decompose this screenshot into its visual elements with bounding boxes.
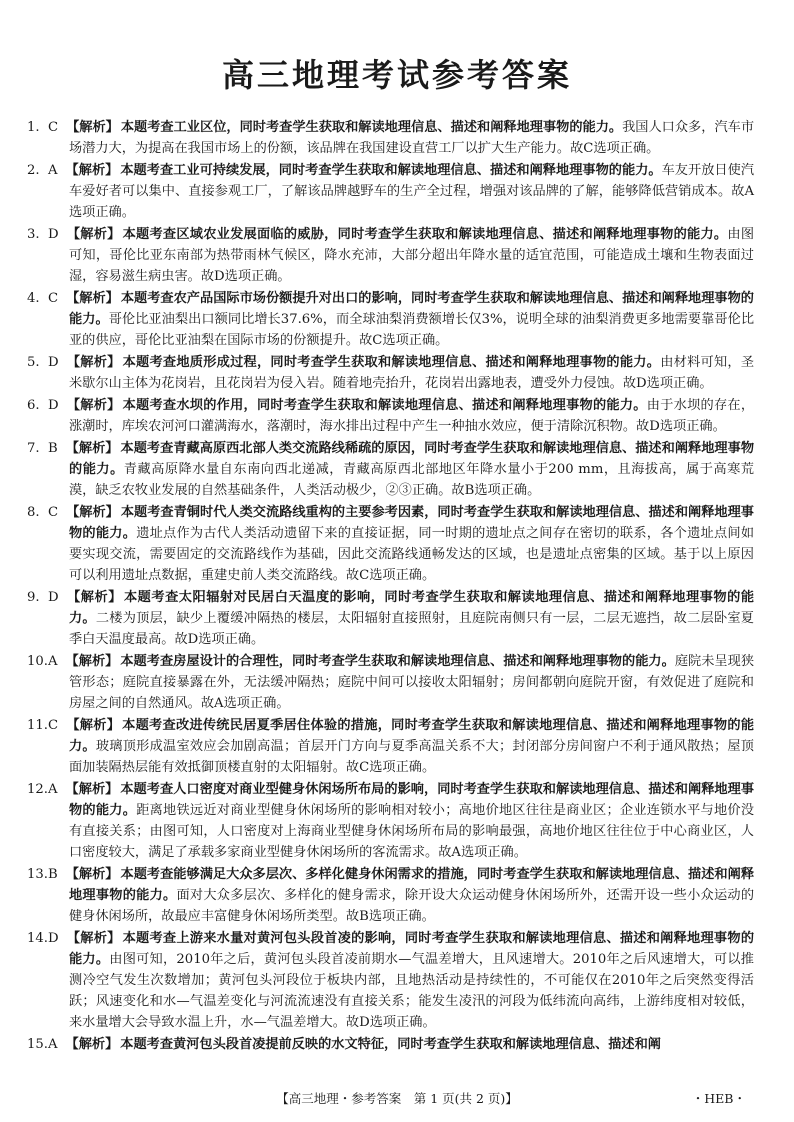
answer-choice: C	[48, 291, 59, 306]
analysis-lead: 本题考查能够满足大众多层次、多样化健身休闲需求的措施，同时考查学生获取和解读地理信息、描述和阐释地理事物的能力。	[69, 867, 755, 903]
analysis-tag: 【解析】	[66, 227, 121, 242]
answer-choice: D	[48, 931, 59, 946]
analysis-body: 我国人口众多，汽车市场潜力大，为提高在我国市场上的份额，该品牌在我国建设直营工厂以扩大生产能力。故C选项正确。	[69, 120, 755, 156]
analysis-lead: 本题考查水坝的作用，同时考查学生获取和解读地理信息、描述和阐释地理事物的能力。	[122, 398, 647, 413]
answer-item: 13.B 【解析】 本题考查能够满足大众多层次、多样化健身休闲需求的措施，同时考查学生获取和解读地理信息、描述和阐释地理事物的能力。面对大众多层次、多样化的健身需求，除开设大众运动健身休闲场所外，还需开设一些小众运动的健身休闲场所，故最应丰富健身休闲场所类型。故B选项正确。	[27, 867, 755, 924]
analysis-tag: 【解析】	[66, 355, 121, 370]
answer-choice: A	[48, 1037, 58, 1052]
analysis-lead: 本题考查地质形成过程，同时考查学生获取和解读地理信息、描述和阐释地理事物的能力。	[122, 355, 661, 370]
analysis-body: 车友开放日使汽车爱好者可以集中、直接参观工厂，了解该品牌越野车的生产全过程，增强对该品牌的了解，能够降低营销成本。故A选项正确。	[69, 163, 755, 220]
answer-item: 3. D 【解析】 本题考查区域农业发展面临的威胁，同时考查学生获取和解读地理信息、描述和阐释地理事物的能力。由图可知，哥伦比亚东南部为热带雨林气候区，降水充沛，大部分超出年降水量的适宜范围，可能造成土壤和生物表面过湿，容易滋生病虫害。故D选项正确。	[27, 227, 755, 284]
answer-choice: B	[48, 867, 58, 882]
analysis-body: 由图可知，哥伦比亚东南部为热带雨林气候区，降水充沛，大部分超出年降水量的适宜范围，可能造成土壤和生物表面过湿，容易滋生病虫害。故D选项正确。	[69, 227, 755, 284]
answer-item: 9. D 【解析】 本题考查太阳辐射对民居白天温度的影响，同时考查学生获取和解读地理信息、描述和阐释地理事物的能力。二楼为顶层，缺少上覆缓冲隔热的楼层，太阳辐射直接照射，且庭院南侧只有一层，二层无遮挡，故二层卧室夏季白天温度最高。故D选项正确。	[27, 590, 755, 647]
answer-choice: D	[48, 227, 59, 242]
analysis-body: 面对大众多层次、多样化的健身需求，除开设大众运动健身休闲场所外，还需开设一些小众运动的健身休闲场所，故最应丰富健身休闲场所类型。故B选项正确。	[69, 888, 755, 924]
analysis-tag: 【解析】	[65, 163, 119, 178]
analysis-body: 距离地铁远近对商业型健身休闲场所的影响相对较小；高地价地区往往是商业区；企业连锁水平与地价没有直接关系；由图可知，人口密度对上海商业型健身休闲场所布局的影响最强，高地价地区往往位于中心商业区，人口密度较大，满足了承载多家商业型健身休闲场所的客流需求。故A选项正确。	[69, 803, 755, 860]
analysis-body: 遗址点作为古代人类活动遗留下来的直接证据，同一时期的遗址点之间存在密切的联系，各个遗址点间如要实现交流，需要固定的交流路线作为基础，因此交流路线通畅发达的区域，也是遗址点密集的区域。基于以上原因可以利用遗址点数据，重建史前人类交流路线。故C选项正确。	[69, 526, 755, 583]
analysis-tag: 【解析】	[66, 291, 119, 306]
answer-item: 10.A 【解析】 本题考查房屋设计的合理性，同时考查学生获取和解读地理信息、描述和阐释地理事物的能力。庭院未呈现狭管形态；庭院直接暴露在外，无法缓冲隔热；庭院中间可以接收太阳辐射；房间都朝向庭院开窗，有效促进了庭院和房屋之间的自然通风。故A选项正确。	[27, 654, 755, 711]
analysis-tag: 【解析】	[66, 505, 119, 520]
analysis-lead: 本题考查人口密度对商业型健身休闲场所布局的影响，同时考查学生获取和解读地理信息、描述和阐释地理事物的能力。	[69, 782, 755, 818]
answer-item: 6. D 【解析】 本题考查水坝的作用，同时考查学生获取和解读地理信息、描述和阐释地理事物的能力。由于水坝的存在，涨潮时，库埃农河河口灌满海水，落潮时，海水排出过程中产生一种抽水效应，便于清除沉积物。故D选项正确。	[27, 398, 755, 434]
footer-code: ・HEB・	[691, 1091, 746, 1106]
answer-item: 12.A 【解析】 本题考查人口密度对商业型健身休闲场所布局的影响，同时考查学生获取和解读地理信息、描述和阐释地理事物的能力。距离地铁远近对商业型健身休闲场所的影响相对较小；高地价地区往往是商业区；企业连锁水平与地价没有直接关系；由图可知，人口密度对上海商业型健身休闲场所布局的影响最强，高地价地区往往位于中心商业区，人口密度较大，满足了承载多家商业型健身休闲场所的客流需求。故A选项正确。	[27, 782, 755, 860]
answer-choice: D	[48, 590, 59, 605]
answer-choice: B	[48, 441, 58, 456]
analysis-body: 玻璃顶形成温室效应会加剧高温；首层开门方向与夏季高温关系不大；封闭部分房间窗户不利于通风散热；屋顶面加装隔热层能有效抵御顶楼直射的太阳辐射。故C选项正确。	[69, 739, 754, 775]
analysis-tag: 【解析】	[66, 398, 121, 413]
answer-item: 11.C 【解析】 本题考查改进传统民居夏季居住体验的措施，同时考查学生获取和解读地理信息、描述和阐释地理事物的能力。玻璃顶形成温室效应会加剧高温；首层开门方向与夏季高温关系不大；封闭部分房间窗户不利于通风散热；屋顶面加装隔热层能有效抵御顶楼直射的太阳辐射。故C选项正确。	[27, 718, 755, 775]
answer-choice: A	[48, 782, 58, 797]
answer-choice: D	[48, 355, 59, 370]
analysis-lead: 本题考查房屋设计的合理性，同时考查学生获取和解读地理信息、描述和阐释地理事物的能力。	[120, 654, 675, 669]
analysis-lead: 本题考查区域农业发展面临的威胁，同时考查学生获取和解读地理信息、描述和阐释地理事物的能力。	[122, 227, 728, 242]
answer-choice: D	[48, 398, 59, 413]
analysis-body: 由材料可知，圣米歇尔山主体为花岗岩，且花岗岩为侵入岩。随着地壳抬升，花岗岩出露地表，遭受外力侵蚀。故D选项正确。	[69, 355, 755, 391]
answer-item: 8. C 【解析】 本题考查青铜时代人类交流路线重构的主要参考因素，同时考查学生获取和解读地理信息、描述和阐释地理事物的能力。遗址点作为古代人类活动遗留下来的直接证据，同一时期的遗址点之间存在密切的联系，各个遗址点间如要实现交流，需要固定的交流路线作为基础，因此交流路线通畅发达的区域，也是遗址点密集的区域。基于以上原因可以利用遗址点数据，重建史前人类交流路线。故C选项正确。	[27, 505, 755, 583]
answer-item: 1. C 【解析】 本题考查工业区位，同时考查学生获取和解读地理信息、描述和阐释地理事物的能力。我国人口众多，汽车市场潜力大，为提高在我国市场上的份额，该品牌在我国建设直营工厂以扩大生产能力。故C选项正确。	[27, 120, 755, 156]
answer-item: 7. B 【解析】 本题考查青藏高原西北部人类交流路线稀疏的原因，同时考查学生获取和解读地理信息、描述和阐释地理事物的能力。青藏高原降水量自东南向西北递减，青藏高原西北部地区年降水量小于200 mm，且海拔高，属于高寒荒漠，缺乏农牧业发展的自然基础条件，人类活动极少，②③正确。故B选项正确。	[27, 441, 755, 498]
analysis-lead: 本题考查青藏高原西北部人类交流路线稀疏的原因，同时考查学生获取和解读地理信息、描述和阐释地理事物的能力。	[69, 441, 755, 477]
analysis-tag: 【解析】	[65, 654, 119, 669]
answer-choice: C	[48, 718, 59, 733]
page-footer	[0, 1089, 794, 1109]
analysis-body: 庭院未呈现狭管形态；庭院直接暴露在外，无法缓冲隔热；庭院中间可以接收太阳辐射；房间都朝向庭院开窗，有效促进了庭院和房屋之间的自然通风。故A选项正确。	[69, 654, 755, 711]
page-title: 高三地理考试参考答案	[221, 56, 572, 94]
answer-item: 4. C 【解析】 本题考查农产品国际市场份额提升对出口的影响，同时考查学生获取和解读地理信息、描述和阐释地理事物的能力。哥伦比亚油梨出口额同比增长37.6%，而全球油梨消费额增长仅3%，说明全球的油梨消费更多地需要靠哥伦比亚的供应，哥伦比亚油梨在国际市场的份额提升。故C选项正确。	[27, 291, 755, 348]
answer-list	[27, 117, 755, 1056]
analysis-tag: 【解析】	[66, 718, 121, 733]
analysis-lead: 本题考查工业可持续发展，同时考查学生获取和解读地理信息、描述和阐释地理事物的能力。	[120, 163, 662, 178]
analysis-lead: 本题考查工业区位，同时考查学生获取和解读地理信息、描述和阐释地理事物的能力。	[120, 120, 623, 135]
analysis-lead: 本题考查农产品国际市场份额提升对出口的影响，同时考查学生获取和解读地理信息、描述和阐释地理事物的能力。	[69, 291, 754, 327]
analysis-body: 哥伦比亚油梨出口额同比增长37.6%，而全球油梨消费额增长仅3%，说明全球的油梨消费更多地需要靠哥伦比亚的供应，哥伦比亚油梨在国际市场的份额提升。故C选项正确。	[69, 312, 755, 348]
analysis-body: 青藏高原降水量自东南向西北递减，青藏高原西北部地区年降水量小于200 mm，且海拔高，属于高寒荒漠，缺乏农牧业发展的自然基础条件，人类活动极少，②③正确。故B选项正确。	[69, 462, 754, 498]
analysis-lead: 本题考查太阳辐射对民居白天温度的影响，同时考查学生获取和解读地理信息、描述和阐释地理事物的能力。	[69, 590, 755, 626]
analysis-body: 由于水坝的存在，涨潮时，库埃农河河口灌满海水，落潮时，海水排出过程中产生一种抽水效应，便于清除沉积物。故D选项正确。	[69, 398, 755, 434]
analysis-tag: 【解析】	[65, 1037, 119, 1052]
answer-choice: A	[48, 163, 58, 178]
analysis-body: 二楼为顶层，缺少上覆缓冲隔热的楼层，太阳辐射直接照射，且庭院南侧只有一层，二层无遮挡，故二层卧室夏季白天温度最高。故D选项正确。	[69, 611, 754, 647]
analysis-tag: 【解析】	[66, 590, 122, 605]
analysis-lead: 本题考查青铜时代人类交流路线重构的主要参考因素，同时考查学生获取和解读地理信息、描述和阐释地理事物的能力。	[69, 505, 754, 541]
analysis-tag: 【解析】	[65, 782, 119, 797]
analysis-body: 由图可知，2010年之后，黄河包头段首凌前期水—气温差增大，且风速增大。2010年之后风速增大，可以推测冷空气发生次数增加；黄河包头河段位于板块内部，且地热活动是持续性的，不可能仅在2010年之后突然变得活跃；风速变化和水—气温差变化与河流流速没有直接关系；能发生凌汛的河段为低纬流向高纬，上游纬度相对较低，来水量增大会导致水温上升，水—气温差增大。故D选项正确。	[69, 952, 754, 1030]
footer-page-info: 【高三地理・参考答案 第 1 页(共 2 页)】	[276, 1091, 518, 1106]
analysis-lead: 本题考查黄河包头段首凌提前反映的水文特征，同时考查学生获取和解读地理信息、描述和阐	[120, 1037, 661, 1052]
analysis-lead: 本题考查改进传统民居夏季居住体验的措施，同时考查学生获取和解读地理信息、描述和阐释地理事物的能力。	[69, 718, 755, 754]
answer-choice: C	[48, 120, 59, 135]
analysis-tag: 【解析】	[66, 931, 121, 946]
answer-item: 2. A 【解析】 本题考查工业可持续发展，同时考查学生获取和解读地理信息、描述和阐释地理事物的能力。车友开放日使汽车爱好者可以集中、直接参观工厂，了解该品牌越野车的生产全过程，增强对该品牌的了解，能够降低营销成本。故A选项正确。	[27, 163, 755, 220]
answer-item: 15.A 【解析】 本题考查黄河包头段首凌提前反映的水文特征，同时考查学生获取和解读地理信息、描述和阐	[27, 1037, 661, 1052]
analysis-tag: 【解析】	[65, 867, 119, 882]
answer-choice: A	[48, 654, 58, 669]
answer-choice: C	[48, 505, 59, 520]
analysis-tag: 【解析】	[66, 120, 119, 135]
answer-item: 14.D 【解析】 本题考查上游来水量对黄河包头段首凌的影响，同时考查学生获取和解读地理信息、描述和阐释地理事物的能力。由图可知，2010年之后，黄河包头段首凌前期水—气温差增大，且风速增大。2010年之后风速增大，可以推测冷空气发生次数增加；黄河包头河段位于板块内部，且地热活动是持续性的，不可能仅在2010年之后突然变得活跃；风速变化和水—气温差变化与河流流速没有直接关系；能发生凌汛的河段为低纬流向高纬，上游纬度相对较低，来水量增大会导致水温上升，水—气温差增大。故D选项正确。	[27, 931, 755, 1030]
answer-item: 5. D 【解析】 本题考查地质形成过程，同时考查学生获取和解读地理信息、描述和阐释地理事物的能力。由材料可知，圣米歇尔山主体为花岗岩，且花岗岩为侵入岩。随着地壳抬升，花岗岩出露地表，遭受外力侵蚀。故D选项正确。	[27, 355, 755, 391]
analysis-tag: 【解析】	[65, 441, 119, 456]
analysis-lead: 本题考查上游来水量对黄河包头段首凌的影响，同时考查学生获取和解读地理信息、描述和阐释地理事物的能力。	[69, 931, 755, 967]
